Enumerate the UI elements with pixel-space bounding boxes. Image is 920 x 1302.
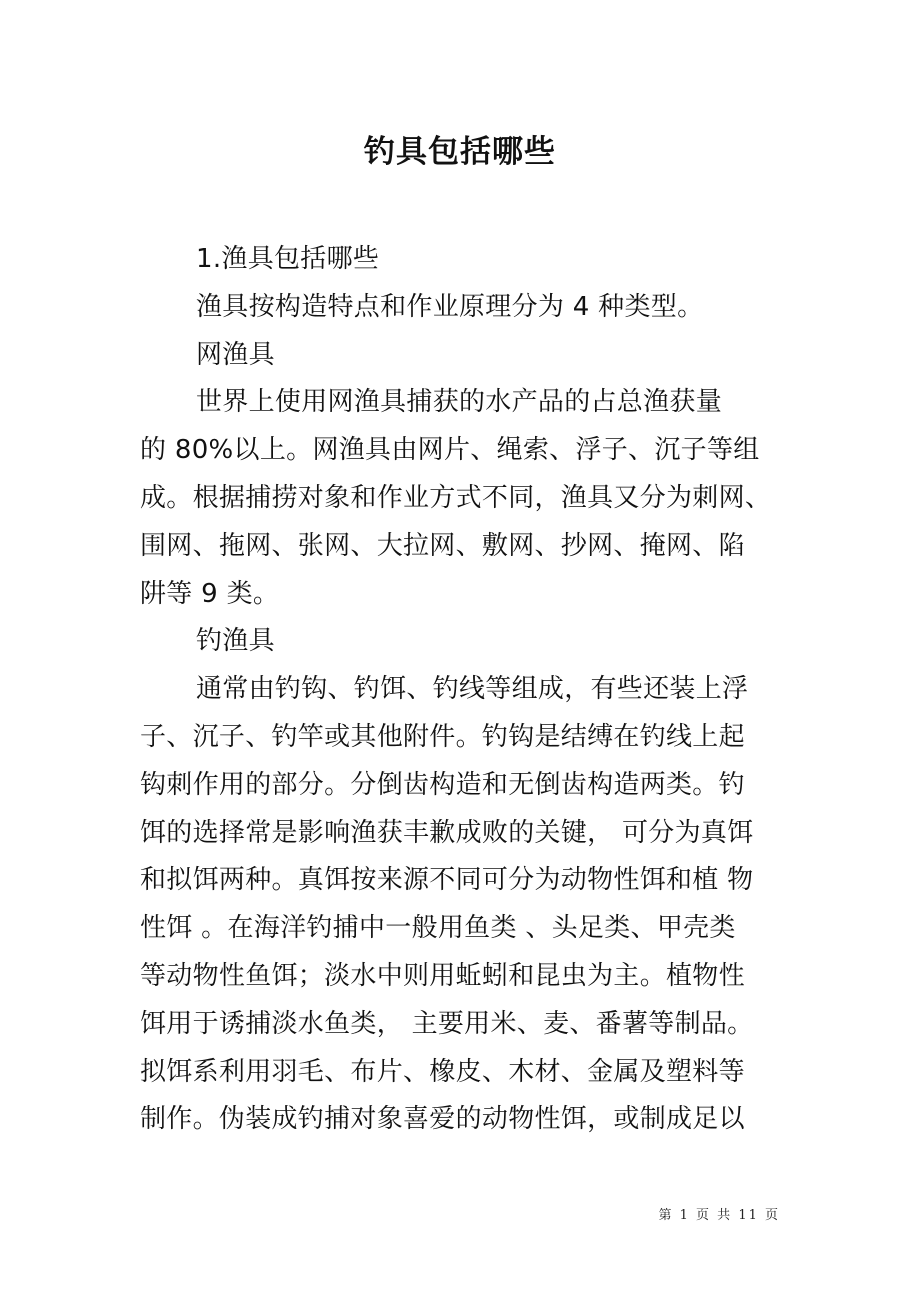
text-line: 子、沉子、钓竿或其他附件。钓钩是结缚在钓线上起 bbox=[140, 721, 745, 752]
text-line: 饵用于诱捕淡水鱼类， 主要用米、麦、番薯等制品。 bbox=[140, 1008, 754, 1039]
text-line: 1.渔具包括哪些 bbox=[196, 244, 380, 274]
text-line: 渔具按构造特点和作业原理分为 4 种类型。 bbox=[196, 291, 704, 322]
text-line: 世界上使用网渔具捕获的水产品的占总渔获量 bbox=[196, 387, 723, 418]
document-body bbox=[140, 236, 785, 1144]
text-line: 钩刺作用的部分。分倒齿构造和无倒齿构造两类。钓 bbox=[140, 769, 745, 800]
text-line: 围网、拖网、张网、大拉网、敷网、抄网、掩网、陷 bbox=[140, 530, 745, 561]
text-line: 制作。伪装成钓捕对象喜爱的动物性饵，或制成足以 bbox=[140, 1104, 745, 1135]
text-line: 和拟饵两种。真饵按来源不同可分为动物性饵和植 物 bbox=[140, 865, 754, 896]
text-line: 性饵 。在海洋钓捕中一般用鱼类 、头足类、甲壳类 bbox=[140, 913, 736, 944]
text-line: 网渔具 bbox=[196, 339, 275, 370]
page-title: 钓具包括哪些 bbox=[364, 134, 556, 170]
text-line: 等动物性鱼饵；淡水中则用蚯蚓和昆虫为主。植物性 bbox=[140, 960, 745, 991]
text-line: 的 80%以上。网渔具由网片、绳索、浮子、沉子等组 bbox=[140, 435, 760, 466]
text-line: 成。根据捕捞对象和作业方式不同，渔具又分为刺网、 bbox=[140, 482, 772, 513]
text-line: 通常由钓钩、钓饵、钓线等组成，有些还装上浮 bbox=[196, 674, 749, 705]
text-line: 钓渔具 bbox=[196, 626, 275, 657]
text-line: 饵的选择常是影响渔获丰歉成败的关键， 可分为真饵 bbox=[140, 817, 754, 848]
text-line: 阱等 9 类。 bbox=[140, 578, 280, 609]
text-line: 拟饵系利用羽毛、布片、橡皮、木材、金属及塑料等 bbox=[140, 1056, 745, 1087]
page-footer: 第 1 页 共 11 页 bbox=[658, 1208, 780, 1223]
